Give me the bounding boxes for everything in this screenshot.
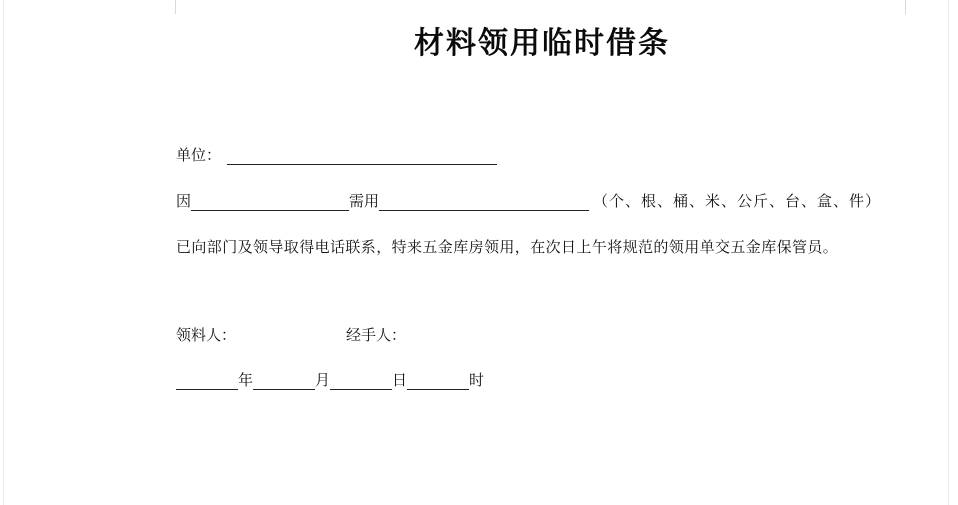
need-blank[interactable]	[379, 192, 589, 211]
signature-row	[176, 324, 406, 345]
handler-label: 经手人：	[346, 326, 407, 344]
year-blank[interactable]	[176, 371, 238, 390]
page-corner-mark-right	[905, 0, 936, 14]
statement-row	[176, 236, 838, 257]
reason-row	[176, 190, 881, 211]
page-left-edge	[3, 0, 4, 505]
day-label: 日	[392, 371, 408, 389]
page-right-edge	[948, 0, 949, 505]
page-corner-mark-left	[145, 0, 176, 14]
month-blank[interactable]	[253, 371, 315, 390]
day-blank[interactable]	[330, 371, 392, 390]
hour-blank[interactable]	[407, 371, 469, 390]
hour-label: 时	[469, 371, 485, 389]
receiver-label: 领料人：	[176, 326, 237, 344]
reason-prefix: 因	[176, 192, 192, 210]
date-row	[176, 369, 484, 390]
month-label: 月	[315, 371, 331, 389]
unit-blank[interactable]	[227, 146, 497, 165]
reason-blank[interactable]	[191, 192, 349, 211]
unit-row	[176, 144, 497, 165]
units-note: （个、根、桶、米、公斤、台、盒、件）	[593, 192, 882, 210]
statement-text: 已向部门及领导取得电话联系，特来五金库房领用，在次日上午将规范的领用单交五金库保管员。	[176, 238, 839, 256]
unit-label: 单位：	[176, 146, 222, 164]
need-label: 需用	[349, 192, 380, 210]
year-label: 年	[238, 371, 254, 389]
document-title: 材料领用临时借条	[414, 26, 670, 61]
